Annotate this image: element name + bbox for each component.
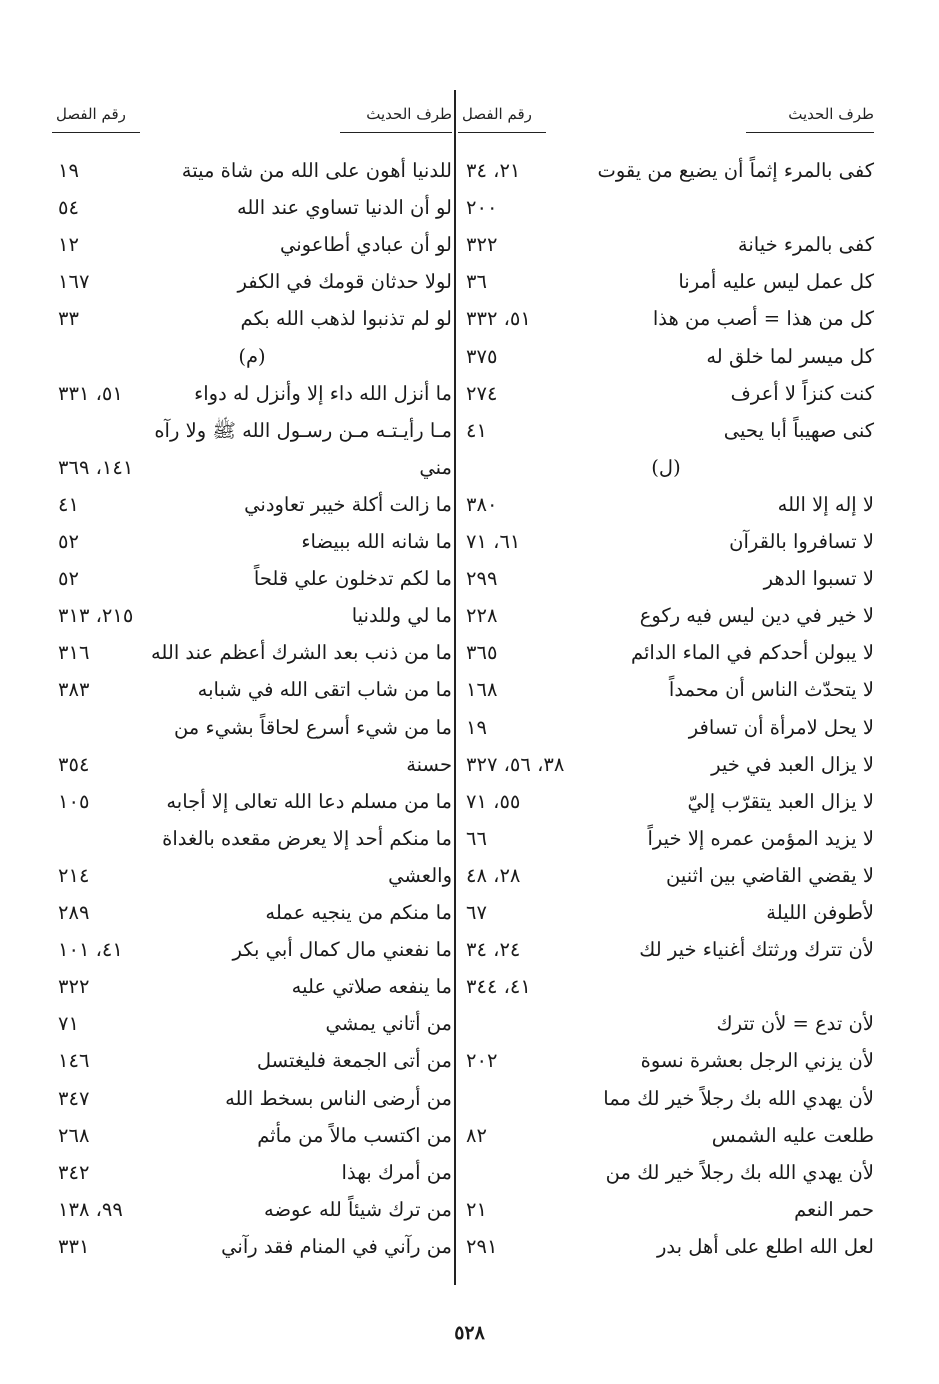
chapter-number: ٢٦٨ [58,1123,90,1147]
index-entry [52,375,452,412]
chapter-number: ٢١ [466,1197,487,1221]
index-entry [52,560,452,597]
chapter-number: ٣٤٢ [58,1160,90,1184]
chapter-number: ٢١٤ [58,863,90,887]
chapter-number: ٨٢ [466,1123,487,1147]
hadith-text: لأن يهدي الله بك رجلاً خير لك مما [603,1086,874,1110]
hadith-text: من اكتسب مالاً من مأثم [257,1123,452,1147]
index-entry [458,189,874,226]
hadith-text: ما نفعني مال كمال أبي بكر [232,938,452,962]
index-entry [52,412,452,449]
page-number: ٥٢٨ [454,1322,485,1344]
index-entry [458,375,874,412]
hadith-text: لا يزيد المؤمن عمره إلا خيراً [647,826,874,850]
hadith-text: ما شانه الله ببيضاء [301,530,452,553]
index-entry [458,894,874,931]
chapter-number: ٣٤٧ [58,1086,90,1110]
index-entry [52,746,452,783]
hadith-text: لولا حدثان قومك في الكفر [237,270,452,294]
index-entry [458,1228,874,1265]
chapter-number: ٤١، ١٠١ [58,938,123,962]
index-entry [458,486,874,523]
index-entry [458,1080,874,1117]
chapter-number: ٢٩٩ [466,567,498,591]
chapter-number: ٣٣١ [58,1234,90,1258]
index-entry [52,189,452,226]
chapter-number: ٩٩، ١٣٨ [58,1197,123,1221]
chapter-number: ٢٧٤ [466,381,498,405]
index-entry [458,671,874,708]
index-entry [458,968,874,1005]
index-entry [458,412,874,449]
hadith-text: حمر النعم [794,1197,874,1221]
chapter-number: ٥١، ٣٣١ [58,381,123,405]
hadith-text: لأن تدع = لأن تترك [716,1012,874,1036]
hadith-text: ما من شاب اتقى الله في شبابه [197,678,452,702]
index-entry [52,1042,452,1079]
chapter-number: ٣٨، ٥٦، ٣٢٧ [466,752,565,776]
left-header-hadith-rule [340,132,452,133]
chapter-number: ٥١، ٣٣٢ [466,307,531,331]
chapter-number: ٦٧ [466,901,487,924]
hadith-text: لأن يزني الرجل بعشرة نسوة [640,1049,874,1073]
chapter-number: ٢٠٠ [466,196,498,220]
chapter-number: ٥٢ [58,567,79,591]
index-entry [458,1117,874,1154]
index-entry [458,226,874,263]
hadith-text: مني [419,455,452,479]
hadith-text: كل من هذا = أصب من هذا [652,307,874,331]
index-entry [52,226,452,263]
hadith-text: لا تسافروا بالقرآن [729,530,874,553]
index-entry [52,1191,452,1228]
index-entry [458,338,874,375]
right-header-chapter-rule [458,132,546,133]
hadith-text: لا يحل لامرأة أن تسافر [688,715,874,739]
index-entry [458,1154,874,1191]
hadith-text: من ترك شيئاً لله عوضه [264,1197,452,1221]
hadith-text: لا إله إلا الله [777,492,874,516]
hadith-text: من أتاني يمشي [325,1012,452,1036]
chapter-number: ٣٥٤ [58,752,90,776]
hadith-text: مـا رأيـتـه مـن رسـول الله ﷺ ولا رآه [154,418,452,442]
index-entry [458,523,874,560]
index-entry [458,709,874,746]
chapter-number: ٣٨٣ [58,678,90,702]
index-entry [458,931,874,968]
index-entry [52,523,452,560]
index-entry [52,263,452,300]
hadith-text: لو لم تذنبوا لذهب الله بكم [240,307,452,331]
hadith-text: لو أن الدنيا تساوي عند الله [236,196,452,220]
hadith-text: للدنيا أهون على الله من شاة ميتة [181,159,452,182]
index-entry [52,820,452,857]
chapter-number: ٢٩١ [466,1234,498,1258]
hadith-text: ما أنزل الله داء إلا وأنزل له دواء [194,381,452,405]
chapter-number: ٥٥، ٧١ [466,789,521,813]
chapter-number: ٣٦ [466,270,487,294]
right-header-hadith-rule [746,132,874,133]
chapter-number: ١٩ [466,715,487,739]
column-divider [454,90,456,1285]
chapter-number: ٣١٦ [58,641,90,665]
hadith-text: ما منكم أحد إلا يعرض مقعده بالغداة [162,826,452,850]
chapter-number: ٤١، ٣٤٤ [466,975,531,999]
hadith-text: لعل الله اطلع على أهل بدر [656,1234,874,1258]
hadith-text: من رآني في المنام فقد رآني [221,1234,452,1258]
hadith-text: كل عمل ليس عليه أمرنا [678,270,874,294]
hadith-text: كفى بالمرء إثماً أن يضيع من يقوت [597,159,874,182]
chapter-number: ٣٨٠ [466,492,498,516]
index-entry [458,1005,874,1042]
chapter-number: ١٢ [58,233,79,257]
hadith-text: ما لكم تدخلون علي قلحاً [253,567,452,591]
index-entry [52,968,452,1005]
index-entry [52,1080,452,1117]
hadith-text: ما زالت أكلة خيبر تعاودني [244,492,452,516]
chapter-number: ٥٤ [58,196,79,220]
index-entry [458,560,874,597]
index-entry [458,597,874,634]
chapter-number: ٢٨، ٤٨ [466,863,521,887]
index-entry [52,783,452,820]
chapter-number: ١٦٧ [58,270,90,294]
index-entry [458,300,874,337]
left-header-hadith: طرف الحديث [366,105,452,123]
chapter-number: ٣٢٢ [58,975,90,999]
chapter-number: ٣٧٥ [466,344,498,368]
hadith-text: طلعت عليه الشمس [711,1123,874,1147]
index-entry [52,709,452,746]
hadith-text: ما من شيء أسرع لحاقاً بشيء من [173,715,452,739]
index-entry [52,857,452,894]
index-entry [52,152,452,189]
chapter-number: ١٤٦ [58,1049,90,1073]
chapter-number: ٣٣ [58,307,79,331]
hadith-text: ما لي وللدنيا [351,604,452,628]
chapter-number: ٢٤، ٣٤ [466,938,521,962]
chapter-number: ٤١ [58,492,79,516]
chapter-number: ٦١، ٧١ [466,530,521,553]
left-header-chapter-rule [52,132,140,133]
hadith-text: لا يزال العبد في خير [711,752,874,776]
hadith-text: لو أن عبادي أطاعوني [279,233,452,257]
hadith-text: لا يزال العبد يتقرّب إليّ [687,789,874,813]
chapter-number: ٦٦ [466,826,487,850]
hadith-text: ما من ذنب بعد الشرك أعظم عند الله [150,641,452,665]
chapter-number: ٢٠٢ [466,1049,498,1073]
hadith-text: والعشي [388,863,452,887]
hadith-text: من أمرك بهذا [341,1160,452,1184]
hadith-text: حسنة [406,752,452,776]
index-entry [52,1005,452,1042]
index-entry [458,820,874,857]
chapter-number: ٢٢٨ [466,604,498,628]
hadith-text: (ل) [651,455,681,479]
hadith-text: لأن تترك ورثتك أغنياء خير لك [639,938,874,962]
index-entry [52,486,452,523]
index-entry [458,263,874,300]
hadith-text: لا يتحدّث الناس أن محمداً [668,678,874,702]
index-entry [458,449,874,486]
chapter-number: ٢١، ٣٤ [466,159,521,182]
hadith-text: ما من مسلم دعا الله تعالى إلا أجابه [166,789,452,813]
hadith-text: كنى صهيباً أبا يحيى [723,418,874,442]
chapter-number: ١٦٨ [466,678,498,702]
hadith-text: ما منكم من ينجيه عمله [265,901,452,924]
chapter-number: ٢٨٩ [58,901,90,924]
index-entry [52,894,452,931]
chapter-number: ٧١ [58,1012,79,1036]
hadith-text: لا يبولن أحدكم في الماء الدائم [631,641,874,665]
chapter-number: ٤١ [466,418,487,442]
index-entry [52,1228,452,1265]
index-entry [458,857,874,894]
chapter-number: ١٤١، ٣٦٩ [58,455,134,479]
hadith-text: من أرضى الناس بسخط الله [225,1086,452,1110]
index-entry [458,746,874,783]
index-entry [52,1154,452,1191]
index-entry [458,1042,874,1079]
index-entry [52,449,452,486]
chapter-number: ١٠٥ [58,789,90,813]
hadith-text: لا يقضي القاضي بين اثنين [666,863,874,887]
chapter-number: ٣٢٢ [466,233,498,257]
hadith-text: لا خير في دين ليس فيه ركوع [639,604,874,628]
index-entry [458,152,874,189]
index-entry [458,634,874,671]
right-header-hadith: طرف الحديث [788,105,874,123]
index-entry [52,1117,452,1154]
index-entry [52,931,452,968]
index-entry [458,783,874,820]
chapter-number: ١٩ [58,159,79,182]
hadith-text: كل ميسر لما خلق له [706,344,874,368]
hadith-text: (م) [238,344,266,368]
chapter-number: ٥٢ [58,530,79,553]
index-entry [52,634,452,671]
chapter-number: ٢١٥، ٣١٣ [58,604,134,628]
hadith-text: كنت كنزاً لا أعرف [730,381,874,405]
right-header-chapter: رقم الفصل [462,105,532,123]
hadith-text: لأن يهدي الله بك رجلاً خير لك من [605,1160,874,1184]
index-entry [52,597,452,634]
hadith-text: من أتى الجمعة فليغتسل [256,1049,452,1073]
hadith-text: لا تسبوا الدهر [763,567,874,591]
hadith-text: لأطوفن الليلة [766,901,874,924]
index-entry [458,1191,874,1228]
index-entry [52,300,452,337]
hadith-text: ما ينفعه صلاتي عليه [291,975,452,999]
left-header-chapter: رقم الفصل [56,105,126,123]
index-entry [52,338,452,375]
index-entry [52,671,452,708]
chapter-number: ٣٦٥ [466,641,498,665]
hadith-text: كفى بالمرء خيانة [737,233,874,257]
